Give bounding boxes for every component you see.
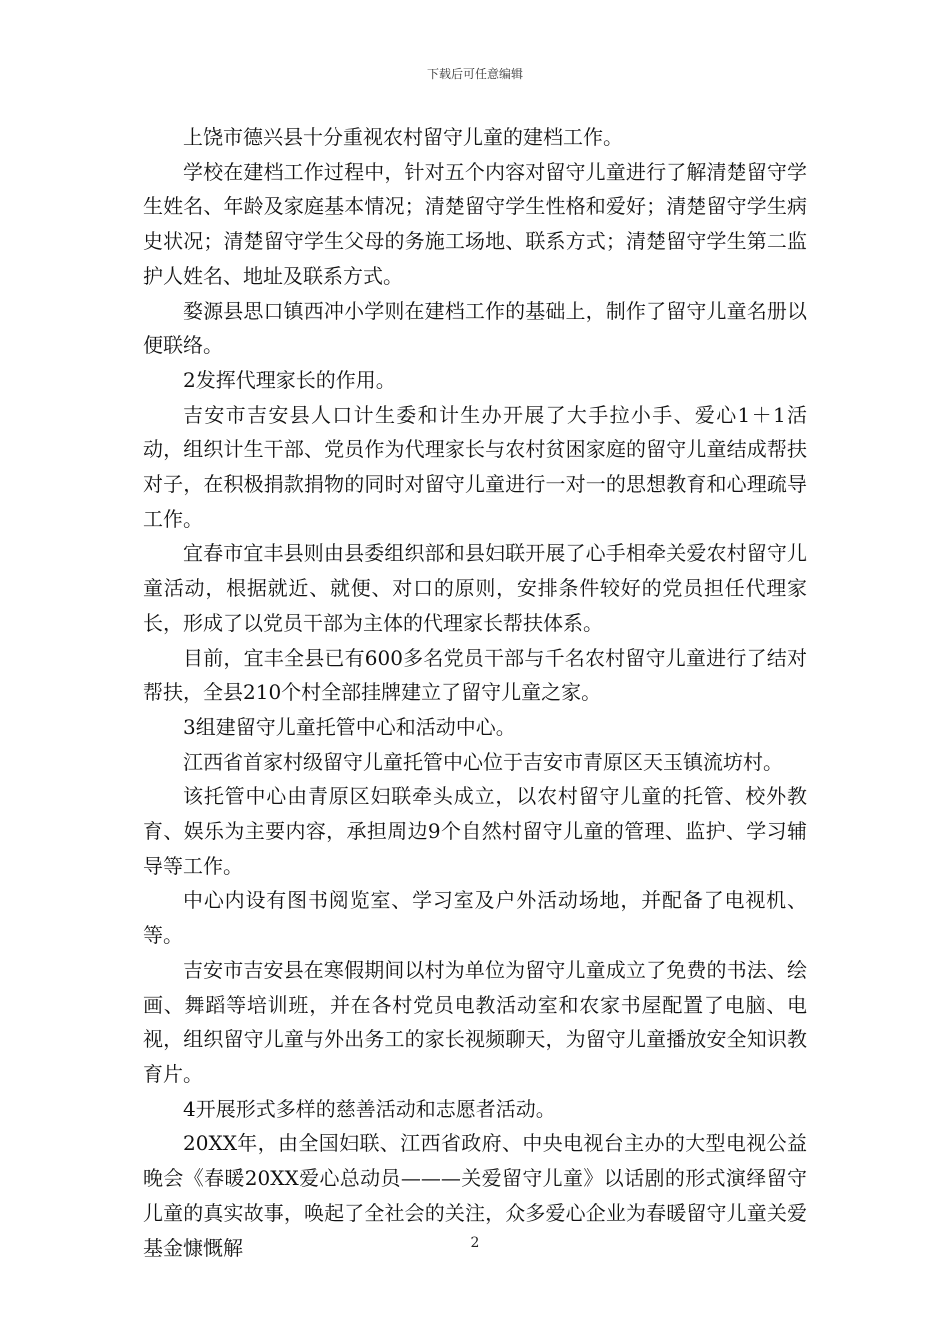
paragraph: 该托管中心由青原区妇联牵头成立，以农村留守儿童的托管、校外教育、娱乐为主要内容，承担周边9个自然村留守儿童的管理、监护、学习辅导等工作。: [143, 784, 807, 878]
paragraph: 目前，宜丰全县已有600多名党员干部与千名农村留守儿童进行了结对帮扶，全县210个村全部挂牌建立了留守儿童之家。: [143, 645, 807, 705]
paragraph: 中心内设有图书阅览室、学习室及户外活动场地，并配备了电视机、等。: [143, 888, 807, 948]
section-heading: 3组建留守儿童托管中心和活动中心。: [183, 714, 516, 739]
paragraph: 上饶市德兴县十分重视农村留守儿童的建档工作。: [183, 125, 623, 149]
paragraph: 宜春市宜丰县则由县委组织部和县妇联开展了心手相牵关爱农村留守儿童活动，根据就近、就便、对口的原则，安排条件较好的党员担任代理家长，形成了以党员干部为主体的代理家长帮扶体系。: [143, 541, 807, 635]
page-number: 2: [470, 1235, 480, 1251]
paragraph: 吉安市吉安县人口计生委和计生办开展了大手拉小手、爱心1＋1活动，组织计生干部、党员作为代理家长与农村贫困家庭的留守儿童结成帮扶对子，在积极捐款捐物的同时对留守儿童进行一对一的思想教育和心理疏导工作。: [143, 402, 807, 531]
section-heading: 4开展形式多样的慈善活动和志愿者活动。: [183, 1096, 556, 1121]
document-body: [143, 120, 807, 1265]
paragraph: 江西省首家村级留守儿童托管中心位于吉安市青原区天玉镇流坊村。: [183, 749, 783, 774]
paragraph: 20XX年，由全国妇联、江西省政府、中央电视台主办的大型电视公益晚会《春暖20XX爱心总动员———关爱留守儿童》以话剧的形式演绎留守儿童的真实故事，唤起了全社会的关注，众多爱心企业为春暖留守儿童关爱基金慷慨解: [143, 1131, 807, 1260]
page-header-note: 下载后可任意编辑: [426, 67, 523, 81]
paragraph: 学校在建档工作过程中，针对五个内容对留守儿童进行了解清楚留守学生姓名、年龄及家庭基本情况；清楚留守学生性格和爱好；清楚留守学生病史状况；清楚留守学生父母的务施工场地、联系方式；清楚留守学生第二监护人姓名、地址及联系方式。: [143, 159, 807, 288]
paragraph: 婺源县思口镇西冲小学则在建档工作的基础上，制作了留守儿童名册以便联络。: [143, 298, 807, 358]
section-heading: 2发挥代理家长的作用。: [183, 367, 396, 392]
paragraph: 吉安市吉安县在寒假期间以村为单位为留守儿童成立了免费的书法、绘画、舞蹈等培训班，并在各村党员电教活动室和农家书屋配置了电脑、电视，组织留守儿童与外出务工的家长视频聊天，为留守儿童播放安全知识教育片。: [143, 957, 807, 1086]
